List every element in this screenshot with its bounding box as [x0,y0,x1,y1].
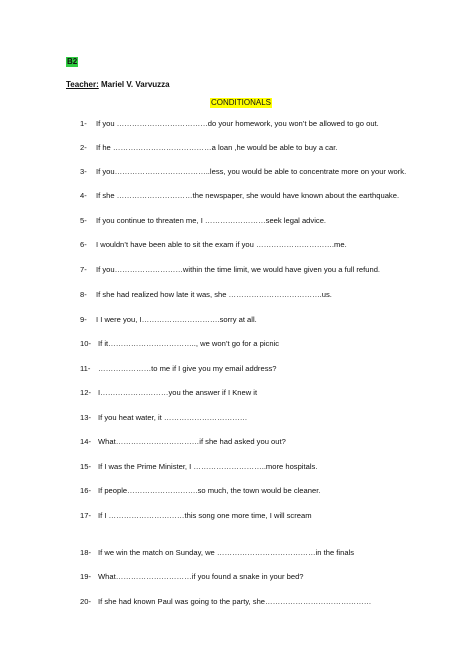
question-text: I………………………you the answer if I Knew it [98,388,258,397]
question-item [80,315,257,325]
question-item [80,290,332,300]
worksheet-title: CONDITIONALS [211,98,272,107]
question-number: 7- [80,265,87,274]
question-item [80,388,257,398]
question-number: 17- [80,511,91,520]
question-number: 12- [80,388,91,397]
question-item [80,240,347,250]
teacher-name: Mariel V. Varvuzza [98,80,170,89]
question-number: 15- [80,462,91,471]
question-text: I wouldn’t have been able to sit the exam if you ………………………….me. [96,240,347,249]
question-item [80,216,326,226]
question-number: 3- [80,167,87,176]
question-number: 2- [80,143,87,152]
question-number: 4- [80,191,87,200]
question-number: 13- [80,413,91,422]
teacher-line [66,80,170,90]
question-number: 14- [80,437,91,446]
teacher-label: Teacher: [66,80,99,89]
question-item [80,511,312,521]
question-number: 10- [80,339,91,348]
question-item [80,462,317,472]
question-item [80,486,320,496]
question-text: If she had known Paul was going to the party, she…………………………………… [98,597,372,606]
question-text: If you………………………………..less, you would be able to concentrate more on your work. [96,167,407,176]
question-item [80,413,247,423]
question-text: If you ………………………………do your homework, you won’t be allowed to go out. [96,119,379,128]
question-text: If it…………………………….., we won’t go for a picnic [98,339,280,348]
question-number: 20- [80,597,91,606]
question-text: I I were you, I………………………….sorry at all. [96,315,257,324]
question-item [80,143,337,153]
question-text: If I …………………………this song one more time, I will scream [98,511,312,520]
level-badge: B2 [67,57,78,66]
question-number: 6- [80,240,87,249]
question-text: If you continue to threaten me, I ……………………seek legal advice. [96,216,327,225]
question-text: If she …………………………the newspaper, she would have known about the earthquake. [96,191,400,200]
question-number: 1- [80,119,87,128]
question-item [80,572,304,582]
question-item [80,364,277,374]
question-item [80,119,379,129]
question-number: 5- [80,216,87,225]
question-number: 18- [80,548,91,557]
question-text: What…………………………if you found a snake in your bed? [98,572,304,581]
question-item [80,265,380,275]
question-number: 9- [80,315,87,324]
question-item [80,167,406,177]
question-number: 16- [80,486,91,495]
question-text: If you heat water, it …………………………… [98,413,248,422]
question-number: 8- [80,290,87,299]
question-item [80,548,354,558]
question-text: If she had realized how late it was, she ……………………………….us. [96,290,332,299]
question-number: 11- [80,364,91,373]
question-text: If people……………………….so much, the town would be cleaner. [98,486,321,495]
question-text: What……………………………if she had asked you out? [98,437,286,446]
question-item [80,191,399,201]
question-text: If he …………………………………a loan ,he would be able to buy a car. [96,143,338,152]
question-text: If we win the match on Sunday, we …………………………………in the finals [98,548,355,557]
question-item [80,437,286,447]
question-text: …………………to me if I give you my email address? [98,364,277,373]
question-text: If you………………………within the time limit, we would have given you a full refund. [96,265,381,274]
question-number: 19- [80,572,91,581]
question-text: If I was the Prime Minister, I ………………………..more hospitals. [98,462,318,471]
question-item [80,597,371,607]
question-item [80,339,279,349]
